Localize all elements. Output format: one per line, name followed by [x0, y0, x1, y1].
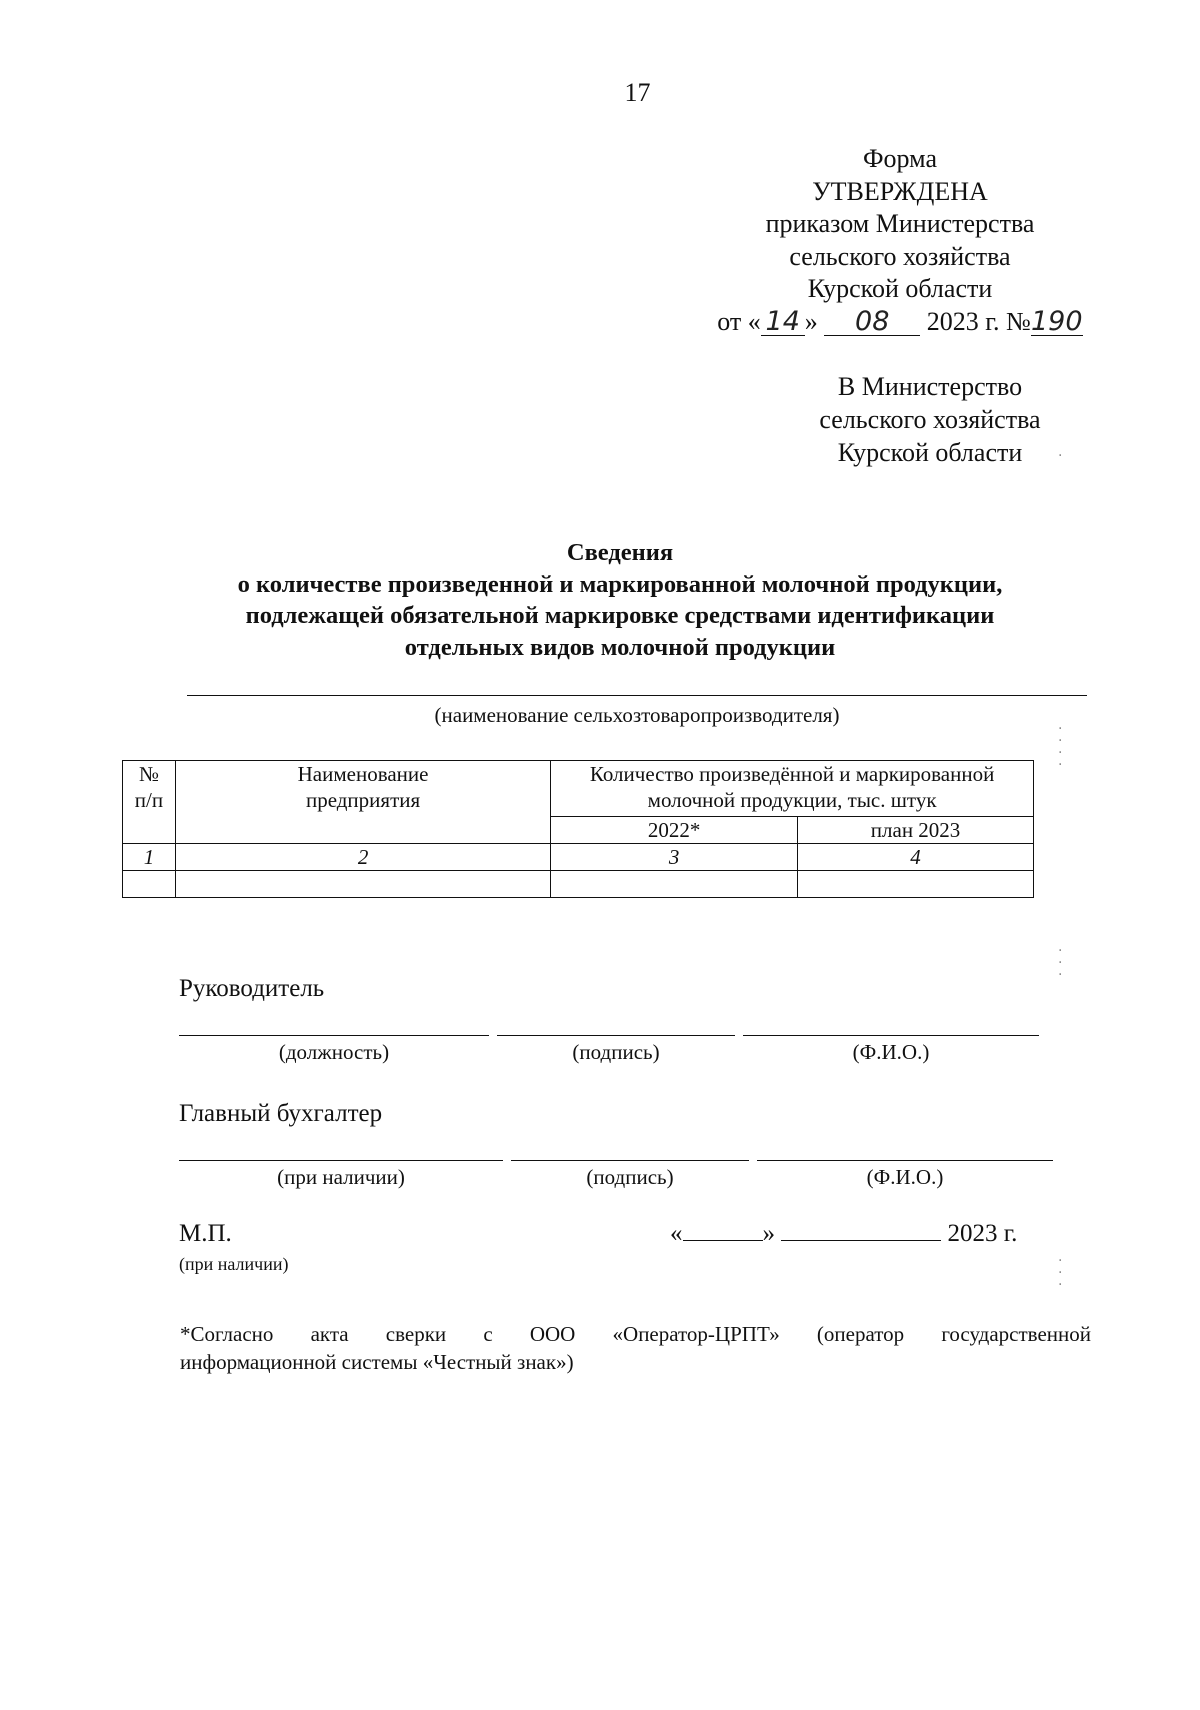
header-num-line-2: п/п — [134, 788, 164, 812]
approval-approved-label: УТВЕРЖДЕНА — [812, 176, 988, 206]
accountant-position-line — [179, 1160, 503, 1161]
date-line — [670, 1220, 1017, 1248]
approval-ministry-line: сельского хозяйства — [789, 241, 1011, 271]
accountant-fio-line — [757, 1160, 1053, 1161]
header-num-line-1: № — [138, 762, 159, 786]
approval-form-label: Форма — [863, 144, 937, 173]
footnote-line-2: информационной системы «Честный знак») — [180, 1350, 574, 1374]
approval-date-mid: » — [804, 306, 818, 336]
empty-cell[interactable] — [551, 871, 798, 898]
table-header-row — [123, 761, 1034, 817]
head-label: Руководитель — [179, 975, 325, 1002]
producer-caption: (наименование сельхозтоваропроизводителя) — [434, 703, 840, 727]
production-table — [122, 760, 1034, 898]
index-cell-2: 2 — [175, 844, 550, 871]
scan-artifact: · · · · — [1058, 721, 1063, 773]
approval-month-handwritten: 08 — [824, 309, 920, 336]
head-fio-caption: (Ф.И.О.) — [852, 1040, 930, 1064]
table-index-row — [123, 844, 1034, 871]
producer-name-line — [187, 695, 1087, 696]
title-line-2: о количестве произведенной и маркированной молочной продукции, — [237, 570, 1003, 598]
subheader-2022: 2022* — [551, 817, 798, 844]
scan-artifact: · · · — [1058, 1253, 1063, 1293]
accountant-signature-caption: (подпись) — [586, 1165, 674, 1189]
scan-artifact: · — [1058, 448, 1063, 464]
date-day-blank[interactable] — [683, 1240, 763, 1241]
header-quantity-line-1: Количество произведённой и маркированной — [589, 762, 995, 786]
index-cell-1: 1 — [123, 844, 176, 871]
approval-date-line — [690, 306, 1110, 339]
empty-cell[interactable] — [798, 871, 1034, 898]
table-empty-row — [123, 871, 1034, 898]
addressee-line-1: В Министерство — [837, 372, 1023, 401]
date-open-quote: « — [670, 1220, 683, 1247]
approval-date-prefix: от « — [717, 306, 761, 336]
addressee-line-3: Курской области — [837, 438, 1023, 467]
document-title — [150, 537, 1090, 663]
header-name-line-2: предприятия — [305, 788, 421, 812]
scan-artifact: · · · — [1058, 943, 1063, 983]
title-line-4: отдельных видов молочной продукции — [404, 633, 836, 661]
page-number: 17 — [624, 78, 651, 107]
approval-year-text: 2023 г. № — [926, 306, 1031, 336]
subheader-plan-2023: план 2023 — [798, 817, 1034, 844]
accountant-fio-caption: (Ф.И.О.) — [866, 1165, 944, 1189]
date-month-blank[interactable] — [781, 1240, 941, 1241]
head-signature-caption: (подпись) — [572, 1040, 660, 1064]
title-line-1: Сведения — [566, 539, 674, 566]
addressee-line-2: сельского хозяйства — [819, 405, 1041, 434]
header-quantity-line-2: молочной продукции, тыс. штук — [647, 788, 937, 812]
header-num-cell — [123, 761, 176, 844]
title-line-3: подлежащей обязательной маркировке средствами идентификации — [245, 602, 995, 629]
index-cell-3: 3 — [551, 844, 798, 871]
approval-day-handwritten: 14 — [761, 309, 805, 336]
footnote — [180, 1320, 1091, 1376]
footnote-line-1: *Согласно акта сверки с ООО «Оператор-ЦРПТ» (оператор государственной — [180, 1322, 1091, 1346]
approval-region-line: Курской области — [807, 274, 993, 303]
index-cell-4: 4 — [798, 844, 1034, 871]
header-name-cell — [175, 761, 550, 844]
head-position-caption: (должность) — [278, 1040, 390, 1064]
head-fio-line — [743, 1035, 1039, 1036]
date-close-quote: » — [762, 1220, 775, 1247]
empty-cell[interactable] — [123, 871, 176, 898]
empty-cell[interactable] — [175, 871, 550, 898]
header-name-line-1: Наименование — [297, 762, 429, 786]
head-signature-line — [497, 1035, 735, 1036]
accountant-label: Главный бухгалтер — [179, 1100, 383, 1127]
accountant-position-caption: (при наличии) — [277, 1165, 405, 1189]
accountant-signature-line — [511, 1160, 749, 1161]
head-position-line — [179, 1035, 489, 1036]
approval-block — [690, 143, 1110, 338]
header-quantity-cell — [551, 761, 1034, 817]
stamp-note: (при наличии) — [179, 1254, 289, 1274]
addressee-block — [760, 370, 1100, 469]
date-year: 2023 г. — [947, 1220, 1018, 1247]
approval-order-line: приказом Министерства — [765, 209, 1035, 238]
stamp-label: М.П. — [179, 1220, 232, 1247]
approval-number-handwritten: 190 — [1031, 305, 1083, 337]
